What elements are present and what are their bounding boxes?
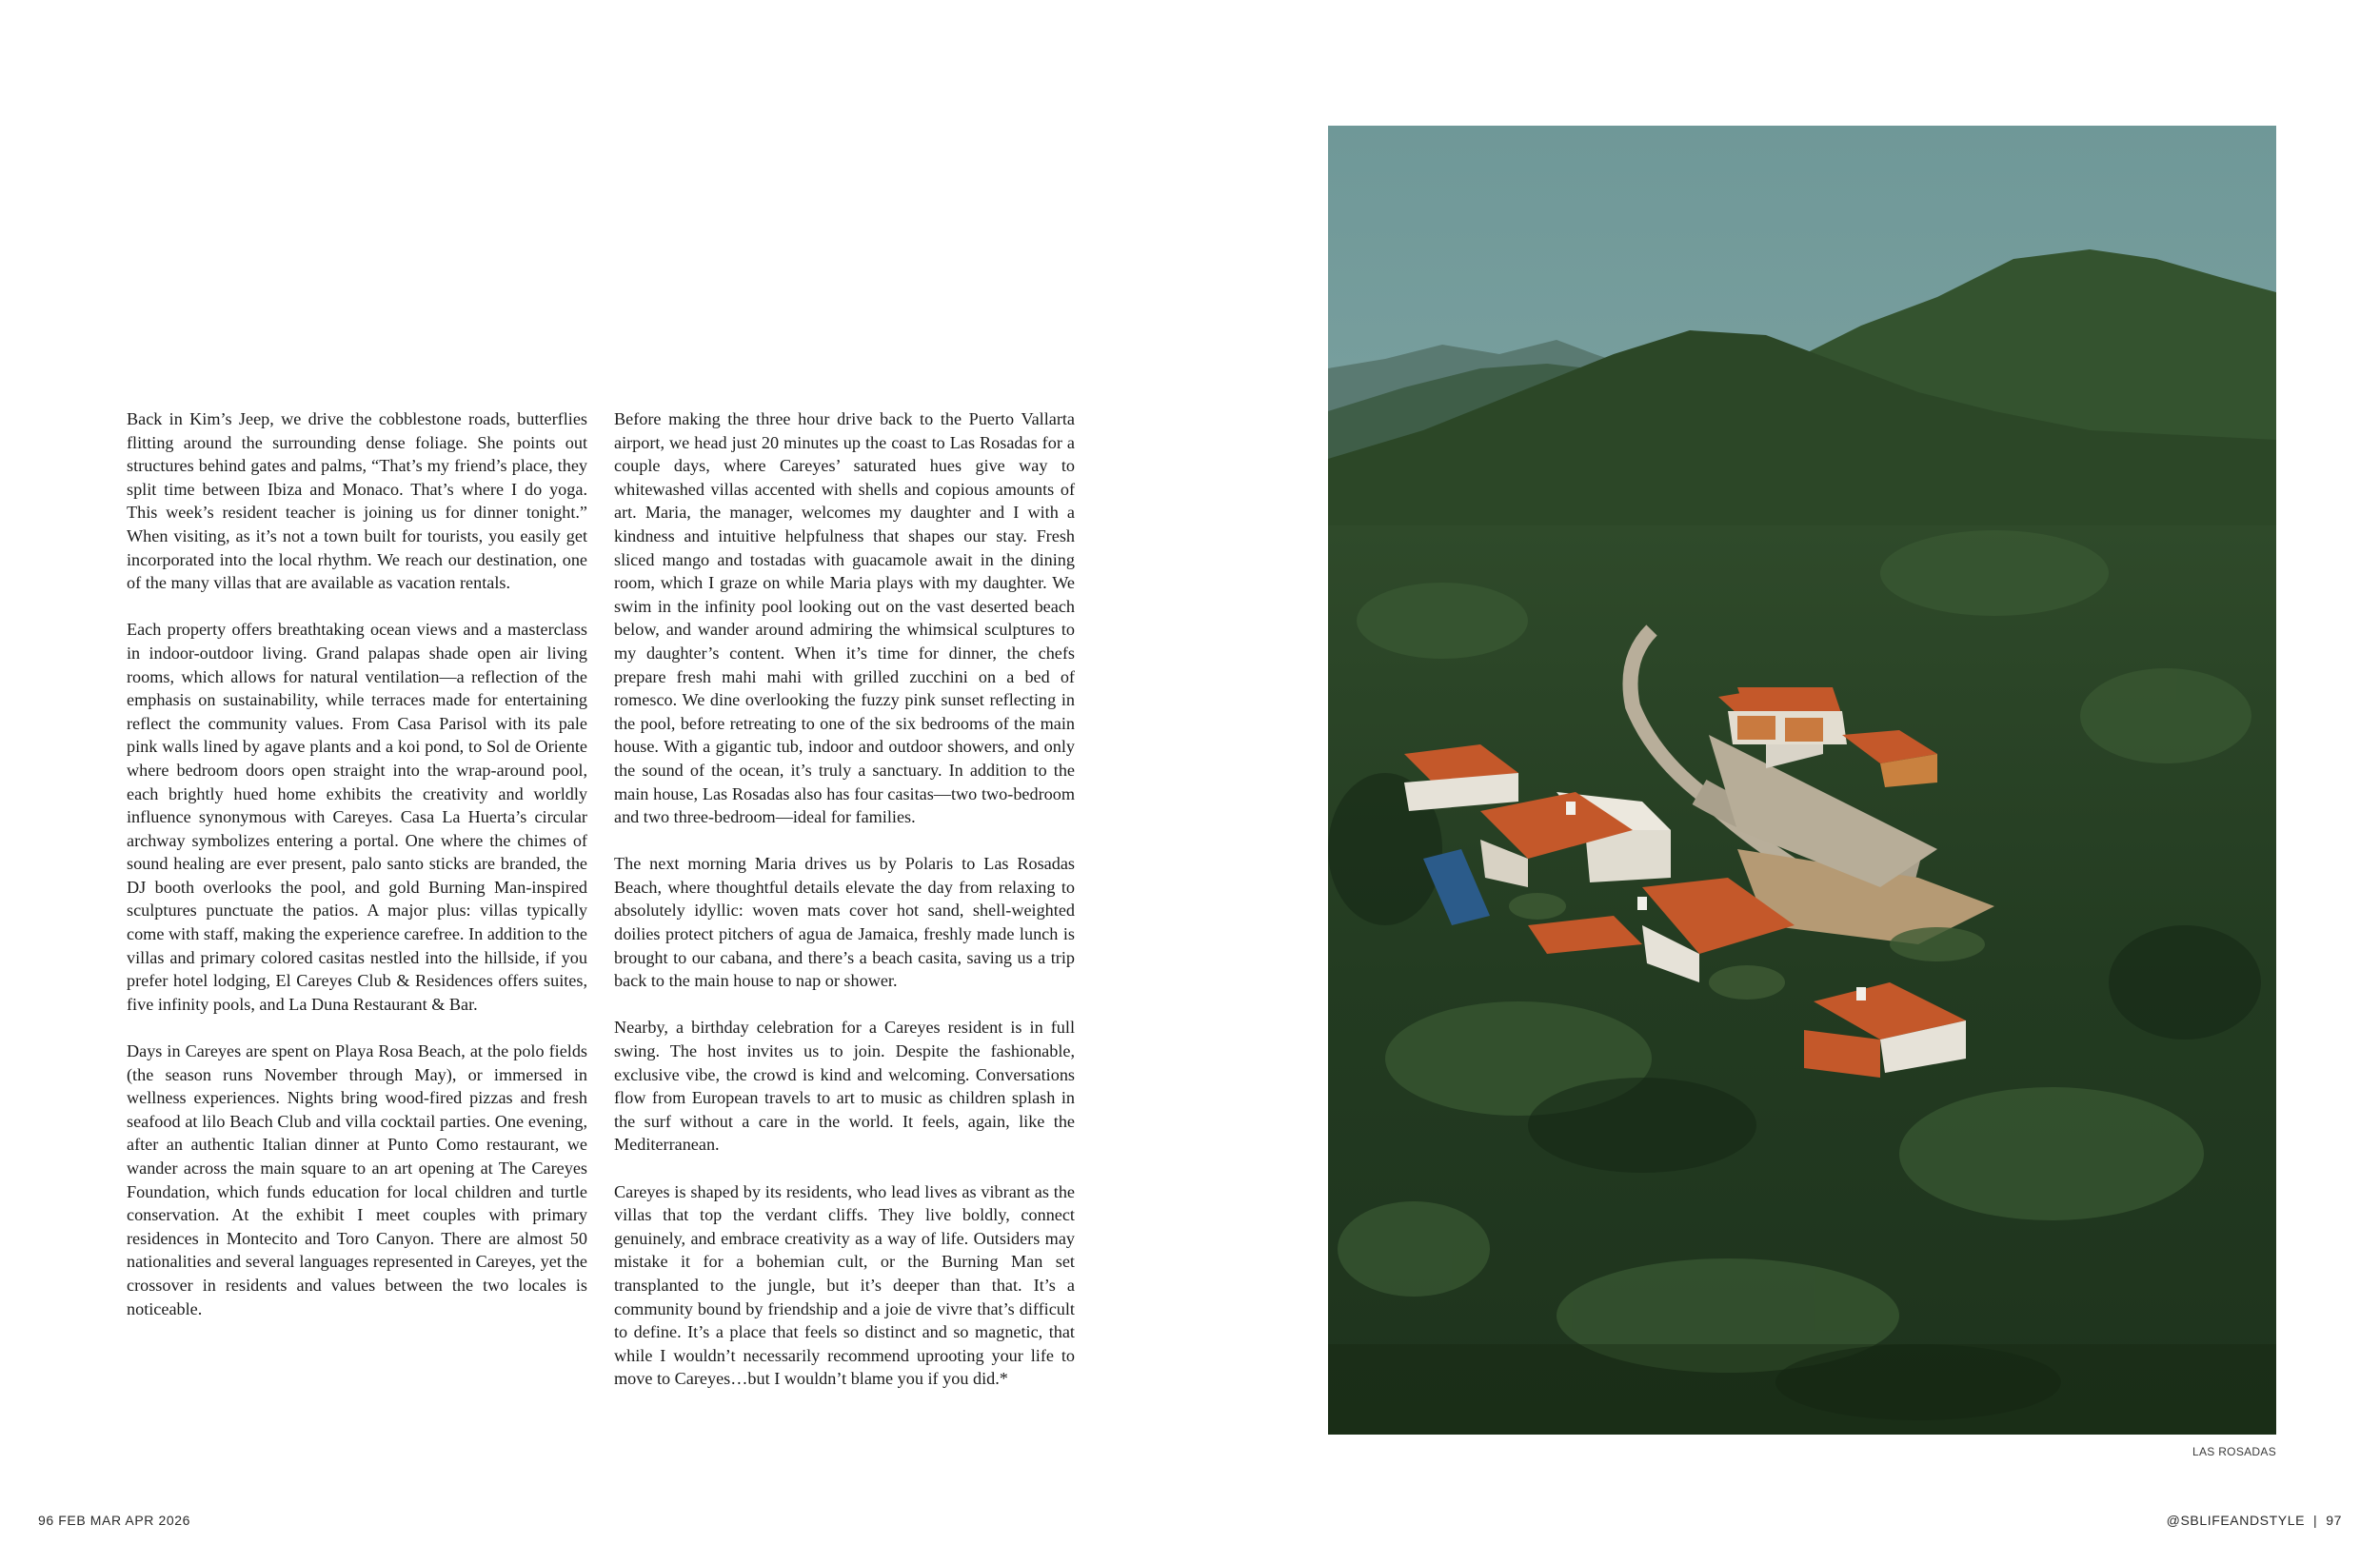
paragraph: Before making the three hour drive back to the Puerto Vallarta airport, we head just 20 minutes up the coast to Las Rosadas for a couple days, where Careyes’ saturated hues give way to whitewashed villas accented with shells and copious amounts of art. Maria, the manager, welcomes my daughter and I with a kindness and intuitive helpfulness that shapes our stay. Fresh sliced mango and tostadas with guacamole await in the dining room, which I graze on while Maria plays with my daughter. We swim in the infinity pool looking out on the vast deserted beach below, and wander around admiring the whimsical sculptures to my daughter’s content. When it’s time for dinner, the chefs prepare fresh mahi mahi with grilled zucchini on a bed of romesco. We dine overlooking the fuzzy pink sunset reflecting in the pool, before retreating to one of the six bedrooms of the main house. With a gigantic tub, indoor and outdoor showers, and only the sound of the ocean, it’s truly a sanctuary. In addition to the main house, Las Rosadas also has four casitas—two two-bedroom and two three-bedroom—ideal for families. xyxy=(614,409,1075,827)
paragraph: Careyes is shaped by its residents, who lead lives as vibrant as the villas that top the verdant cliffs. They live boldly, connect genuinely, and embrace creativity as a way of life. Outsiders may mistake it for a bohemian cult, or the Burning Man set transplanted to the jungle, but it’s deeper than that. It’s a community bound by friendship and a joie de vivre that’s difficult to define. It’s a place that feels so distinct and so magnetic, that while I wouldn’t necessarily recommend uprooting your life to move to Careyes…but I wouldn’t blame you if you did.* xyxy=(614,1181,1075,1389)
paragraph: Days in Careyes are spent on Playa Rosa Beach, at the polo fields (the season runs November through May), or immersed in wellness experiences. Nights bring wood-fired pizzas and fresh seafood at lilo Beach Club and villa cocktail parties. One evening, after an authentic Italian dinner at Punto Como restaurant, we wander across the main square to an art opening at The Careyes Foundation, which funds education for local children and turtle conservation. At the exhibit I meet couples with primary residences in Montecito and Toro Canyon. There are almost 50 nationalities and several languages represented in Careyes, yet the crossover in residents and values between the two locales is noticeable. xyxy=(127,1041,587,1318)
article-column-right xyxy=(614,407,1075,1391)
photo-illustration xyxy=(1328,126,2276,1435)
paragraph: The next morning Maria drives us by Polaris to Las Rosadas Beach, where thoughtful details elevate the day from relaxing to absolutely idyllic: woven mats cover hot sand, shell-weighted doilies protect pitchers of agua de Jamaica, freshly made lunch is brought to our cabana, and there’s a beach casita, saving us a trip back to the main house to nap or shower. xyxy=(614,854,1075,991)
folio-left: 96 FEB MAR APR 2026 xyxy=(38,1513,191,1528)
aerial-villa-photo xyxy=(1328,126,2276,1435)
paragraph: Back in Kim’s Jeep, we drive the cobblestone roads, butterflies flitting around the surrounding dense foliage. She points out structures behind gates and palms, “That’s my friend’s place, they split time between Ibiza and Monaco. That’s where I do yoga. This week’s resident teacher is joining us for dinner tonight.” When visiting, as it’s not a town built for tourists, you easily get incorporated into the local rhythm. We reach our destination, one of the many villas that are available as vacation rentals. xyxy=(127,409,587,593)
paragraph: Each property offers breathtaking ocean views and a masterclass in indoor-outdoor living. Grand palapas shade open air living rooms, which allows for natural ventilation—a reflection of the emphasis on sustainability, while terraces made for entertaining reflect the community values. From Casa Parisol with its pale pink walls lined by agave plants and a koi pond, to Sol de Oriente where bedroom doors open straight into the wrap-around pool, each brightly hued home exhibits the creativity and worldly influence synonymous with Careyes. Casa La Huerta’s circular archway symbolizes entering a portal. One where the chimes of sound healing are ever present, palo santo sticks are branded, the DJ booth overlooks the pool, and gold Burning Man-inspired sculptures punctuate the patios. A major plus: villas typically come with staff, making the experience carefree. In addition to the villas and primary colored casitas nestled into the hillside, if you prefer hotel lodging, El Careyes Club & Residences offers suites, five infinity pools, and La Duna Restaurant & Bar. xyxy=(127,620,587,1014)
paragraph: Nearby, a birthday celebration for a Careyes resident is in full swing. The host invites us to join. Despite the fashionable, exclusive vibe, the crowd is kind and welcoming. Conversations flow from European travels to art to music as children splash in the surf without a care in the world. It feels, again, like the Mediterranean. xyxy=(614,1018,1075,1155)
folio-right: @SBLIFEANDSTYLE | 97 xyxy=(2166,1513,2342,1528)
photo-caption: LAS ROSADAS xyxy=(2192,1445,2276,1458)
article-column-left xyxy=(127,407,587,1320)
